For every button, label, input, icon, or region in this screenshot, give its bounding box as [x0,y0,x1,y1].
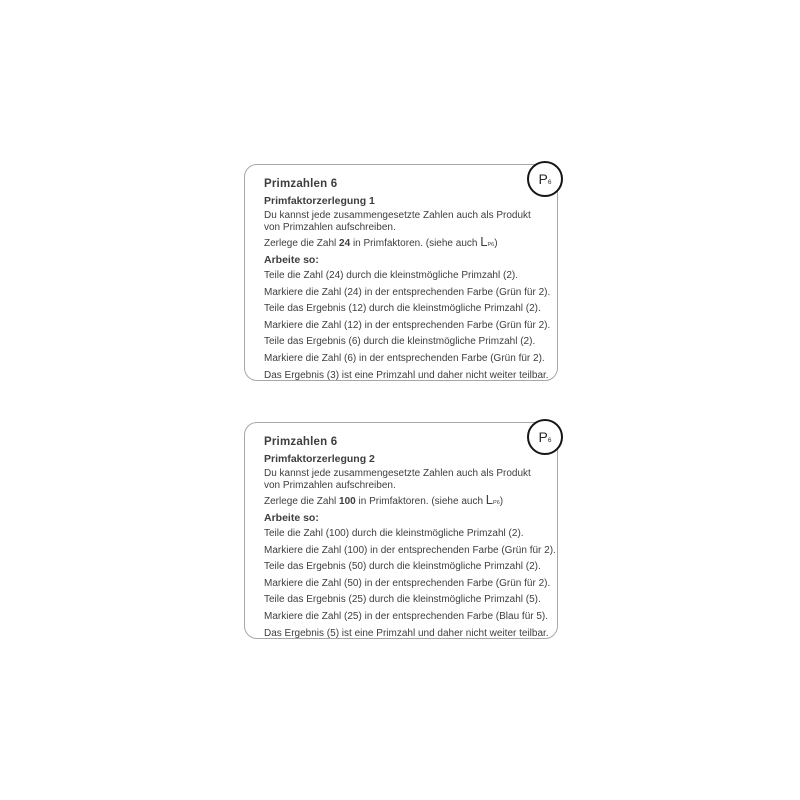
intro-line: Du kannst jede zusammengesetzte Zahlen auch als Produkt [264,468,531,479]
step-line: Teile das Ergebnis (12) durch die kleinstmögliche Primzahl (2). [264,303,541,315]
task-number: 24 [339,238,351,249]
intro-line: von Primzahlen aufschreiben. [264,479,396,491]
solution-ref-subscript: P6 [493,500,500,506]
task-suffix: ) [494,238,498,249]
step-line: Markiere die Zahl (6) in der entsprechenden Farbe (Grün für 2). [264,352,545,364]
step-line: Das Ergebnis (5) ist eine Primzahl und daher nicht weiter teilbar. [264,627,549,639]
step-line: Teile die Zahl (24) durch die kleinstmögliche Primzahl (2). [264,270,518,281]
task-middle: in Primfaktoren. (siehe auch [355,496,486,507]
badge-letter: P [538,429,548,445]
card-stack [244,164,558,639]
step-line: Teile das Ergebnis (25) durch die kleinstmögliche Primzahl (5). [264,594,541,606]
intro-line: Du kannst jede zusammengesetzte Zahlen auch als Produkt [264,210,531,221]
p6-badge [527,161,563,197]
step-list [264,268,553,384]
intro-paragraph [264,468,553,491]
task-line [264,235,553,252]
step-list [264,526,556,642]
p6-badge [527,419,563,455]
step-line: Markiere die Zahl (24) in der entsprechenden Farbe (Grün für 2). [264,286,551,298]
step-line: Markiere die Zahl (25) in der entsprechenden Farbe (Blau für 5). [264,610,549,622]
badge-letter: P [538,171,548,187]
solution-ref-letter: L [485,492,494,507]
task-prefix: Zerlege die Zahl [264,238,340,249]
task-prefix: Zerlege die Zahl [264,496,340,507]
solution-ref-subscript: P6 [487,242,495,248]
intro-line: von Primzahlen aufschreiben. [264,221,396,233]
card-title: Primzahlen 6 [264,178,338,190]
intro-paragraph [264,210,553,233]
task-middle: in Primfaktoren. (siehe auch [350,238,481,249]
solution-ref-letter: L [480,234,488,249]
task-line [264,493,553,510]
step-line: Markiere die Zahl (100) in der entsprechenden Farbe (Grün für 2). [264,544,556,556]
step-line: Teile das Ergebnis (6) durch die kleinstmögliche Primzahl (2). [264,336,536,348]
card-subtitle: Primfaktorzerlegung 1 [264,195,375,207]
step-line: Teile das Ergebnis (50) durch die kleinstmögliche Primzahl (2). [264,561,541,573]
step-line: Markiere die Zahl (12) in der entsprechenden Farbe (Grün für 2). [264,319,551,331]
work-heading: Arbeite so: [264,512,319,524]
step-line: Teile die Zahl (100) durch die kleinstmögliche Primzahl (2). [264,528,524,539]
card-primfaktorzerlegung-1 [244,164,558,381]
work-heading: Arbeite so: [264,254,319,266]
card-subtitle: Primfaktorzerlegung 2 [264,453,375,465]
card-title: Primzahlen 6 [264,436,338,448]
task-suffix: ) [499,496,504,507]
card-primfaktorzerlegung-2 [244,422,558,639]
task-number: 100 [339,496,356,507]
step-line: Das Ergebnis (3) ist eine Primzahl und daher nicht weiter teilbar. [264,369,549,381]
badge-subscript: 6 [547,178,552,186]
badge-subscript: 6 [547,436,552,444]
step-line: Markiere die Zahl (50) in der entsprechenden Farbe (Grün für 2). [264,577,551,589]
